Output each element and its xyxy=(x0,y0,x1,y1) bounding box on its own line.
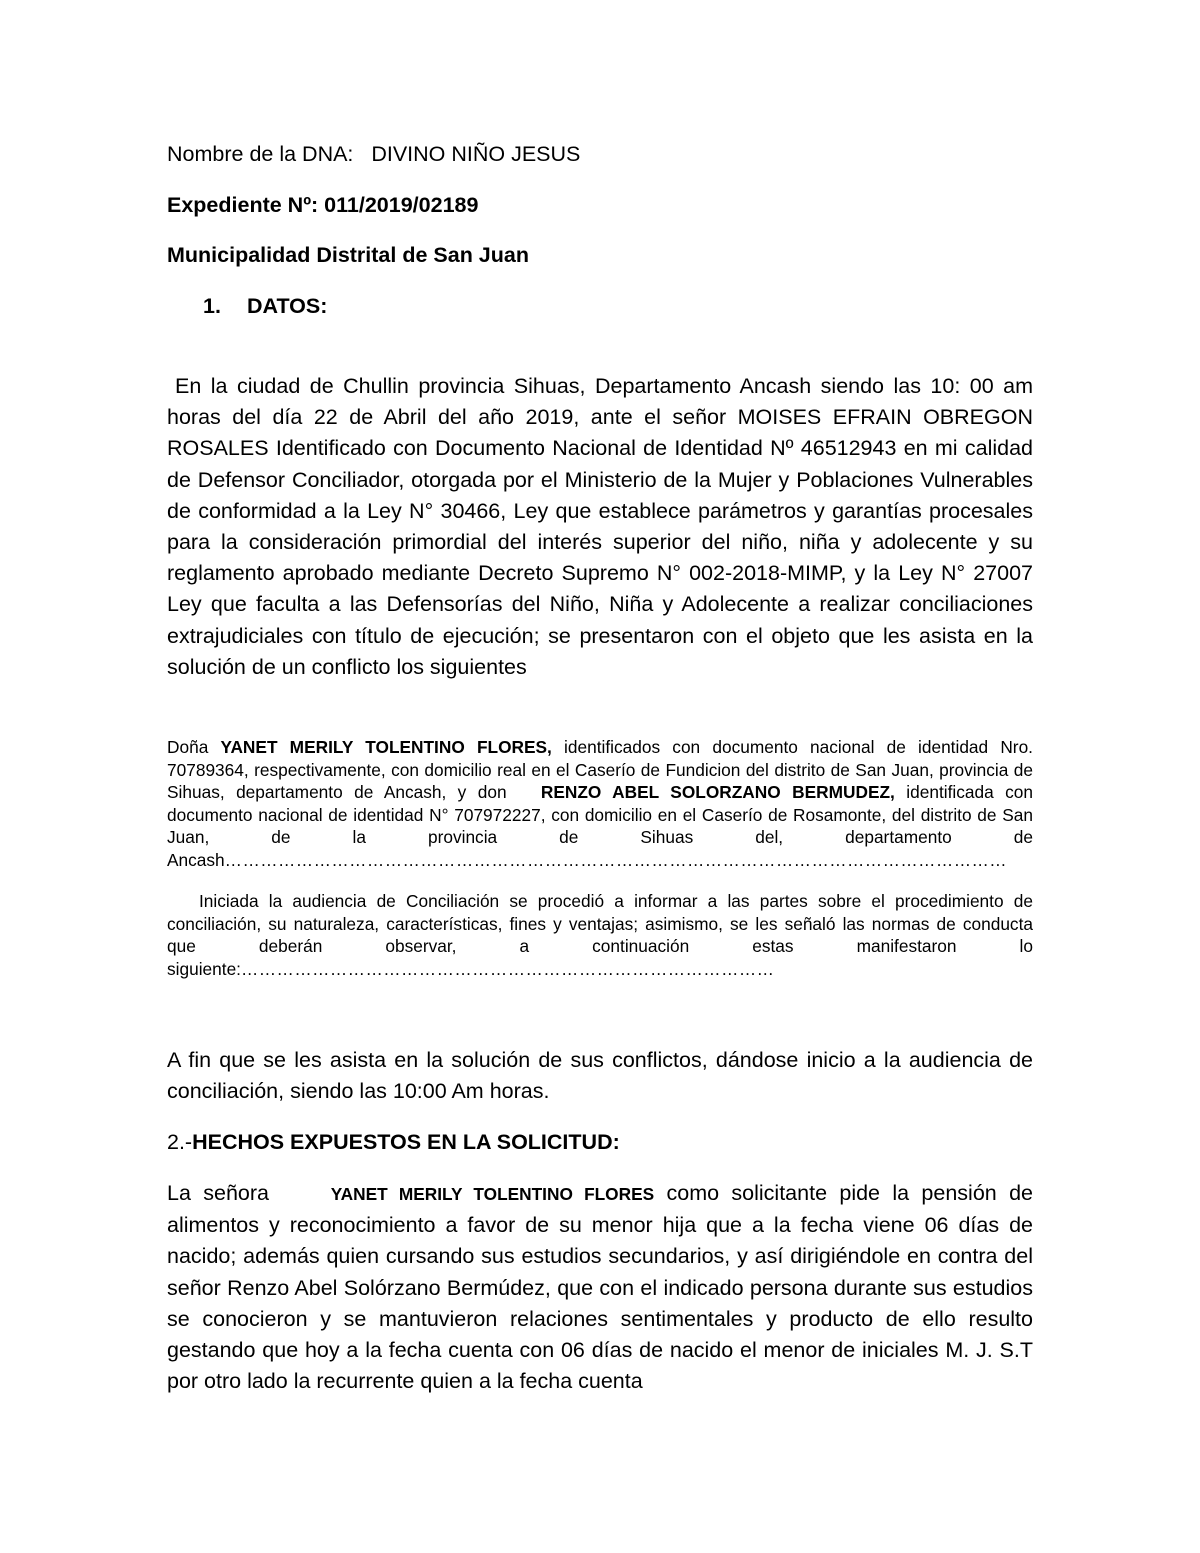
party-2-name: RENZO ABEL SOLORZANO BERMUDEZ, xyxy=(540,782,895,802)
party-1-details: identificados con documento nacional de identidad Nro. 70789364, respectivamente, con domicilio real en el Caserío de Fundicion del distrito de San Juan, provincia de Sihuas, departamento de Ancash, y don xyxy=(167,737,1033,802)
dna-name-line xyxy=(167,139,1033,170)
paragraph-hechos xyxy=(167,1178,1033,1397)
section-1-heading xyxy=(167,291,1033,322)
municipality-name: Municipalidad Distrital de San Juan xyxy=(167,243,529,267)
paragraph-parties xyxy=(167,736,1033,871)
expediente-number: Expediente Nº: 011/2019/02189 xyxy=(167,193,479,217)
dotted-leader: …………………………………………………………………………………………………………………… xyxy=(224,849,1008,870)
hechos-text: como solicitante pide la pensión de alimentos y reconocimiento a favor de su menor hija que a la fecha viene 06 días de nacido; además quien cursando sus estudios secundarios, y así dirigiéndole en contra del señor Renzo Abel Solórzano Bermúdez, que con el indicado persona durante sus estudios se conocieron y se mantuvieron relaciones sentimentales y producto de ello resulto gestando que hoy a la fecha cuenta con 06 días de nacido el menor de iniciales M. J. S.T por otro lado la recurrente quien a la fecha cuenta xyxy=(167,1181,1033,1394)
party-1-name: YANET MERILY TOLENTINO FLORES, xyxy=(220,737,552,757)
paragraph-opening: En la ciudad de Chullin provincia Sihuas, Departamento Ancash siendo las 10: 00 am horas del día 22 de Abril del año 2019, ante el señor MOISES EFRAIN OBREGON ROSALES Identificado con Documento Nacional de Identidad Nº 46512943 en mi calidad de Defensor Conciliador, otorgada por el Ministerio de la Mujer y Poblaciones Vulnerables de conformidad a la Ley N° 30466, Ley que establece parámetros y garantías procesales para la consideración primordial del interés superior del niño, niña y adolecente y su reglamento aprobado mediante Decreto Supremo N° 002-2018-MIMP, y la Ley N° 27007 Ley que faculta a las Defensorías del Niño, Niña y Adolecente a realizar conciliaciones extrajudiciales con título de ejecución; se presentaron con el objeto que les asista en la solución de un conflicto los siguientes xyxy=(167,374,1033,679)
solicitante-name: YANET MERILY TOLENTINO FLORES xyxy=(330,1184,655,1204)
prefix-dona: Doña xyxy=(167,737,209,757)
section-2-number: 2.- xyxy=(167,1130,193,1154)
paragraph-audiencia xyxy=(167,890,1033,980)
dna-value: DIVINO NIÑO JESUS xyxy=(371,142,581,166)
section-2-title: HECHOS EXPUESTOS EN LA SOLICITUD: xyxy=(192,1130,620,1154)
section-1-title: DATOS: xyxy=(246,294,328,318)
party-2-details: identificada con documento nacional de identidad N° 707972227, con domicilio en el Caserío de Rosamonte, del distrito de San Juan, de la provincia de Sihuas del, departamento de Ancash xyxy=(167,782,1034,870)
dotted-leader: ……………………………………………………………………………… xyxy=(240,958,775,979)
section-1-number: 1. xyxy=(203,294,221,318)
section-2-heading xyxy=(167,1127,1033,1158)
audiencia-text: Iniciada la audiencia de Conciliación se procedió a informar a las partes sobre el procedimiento de conciliación, su naturaleza, características, fines y ventajas; asimismo, se les señaló las normas de conducta que deberán observar, a continuación estas manifestaron lo siguiente: xyxy=(167,891,1033,979)
prefix-senora: La señora xyxy=(167,1181,269,1205)
paragraph-inicio: A fin que se les asista en la solución de sus conflictos, dándose inicio a la audiencia de conciliación, siendo las 10:00 Am horas. xyxy=(167,1048,1033,1104)
dna-label: Nombre de la DNA: xyxy=(167,142,354,166)
